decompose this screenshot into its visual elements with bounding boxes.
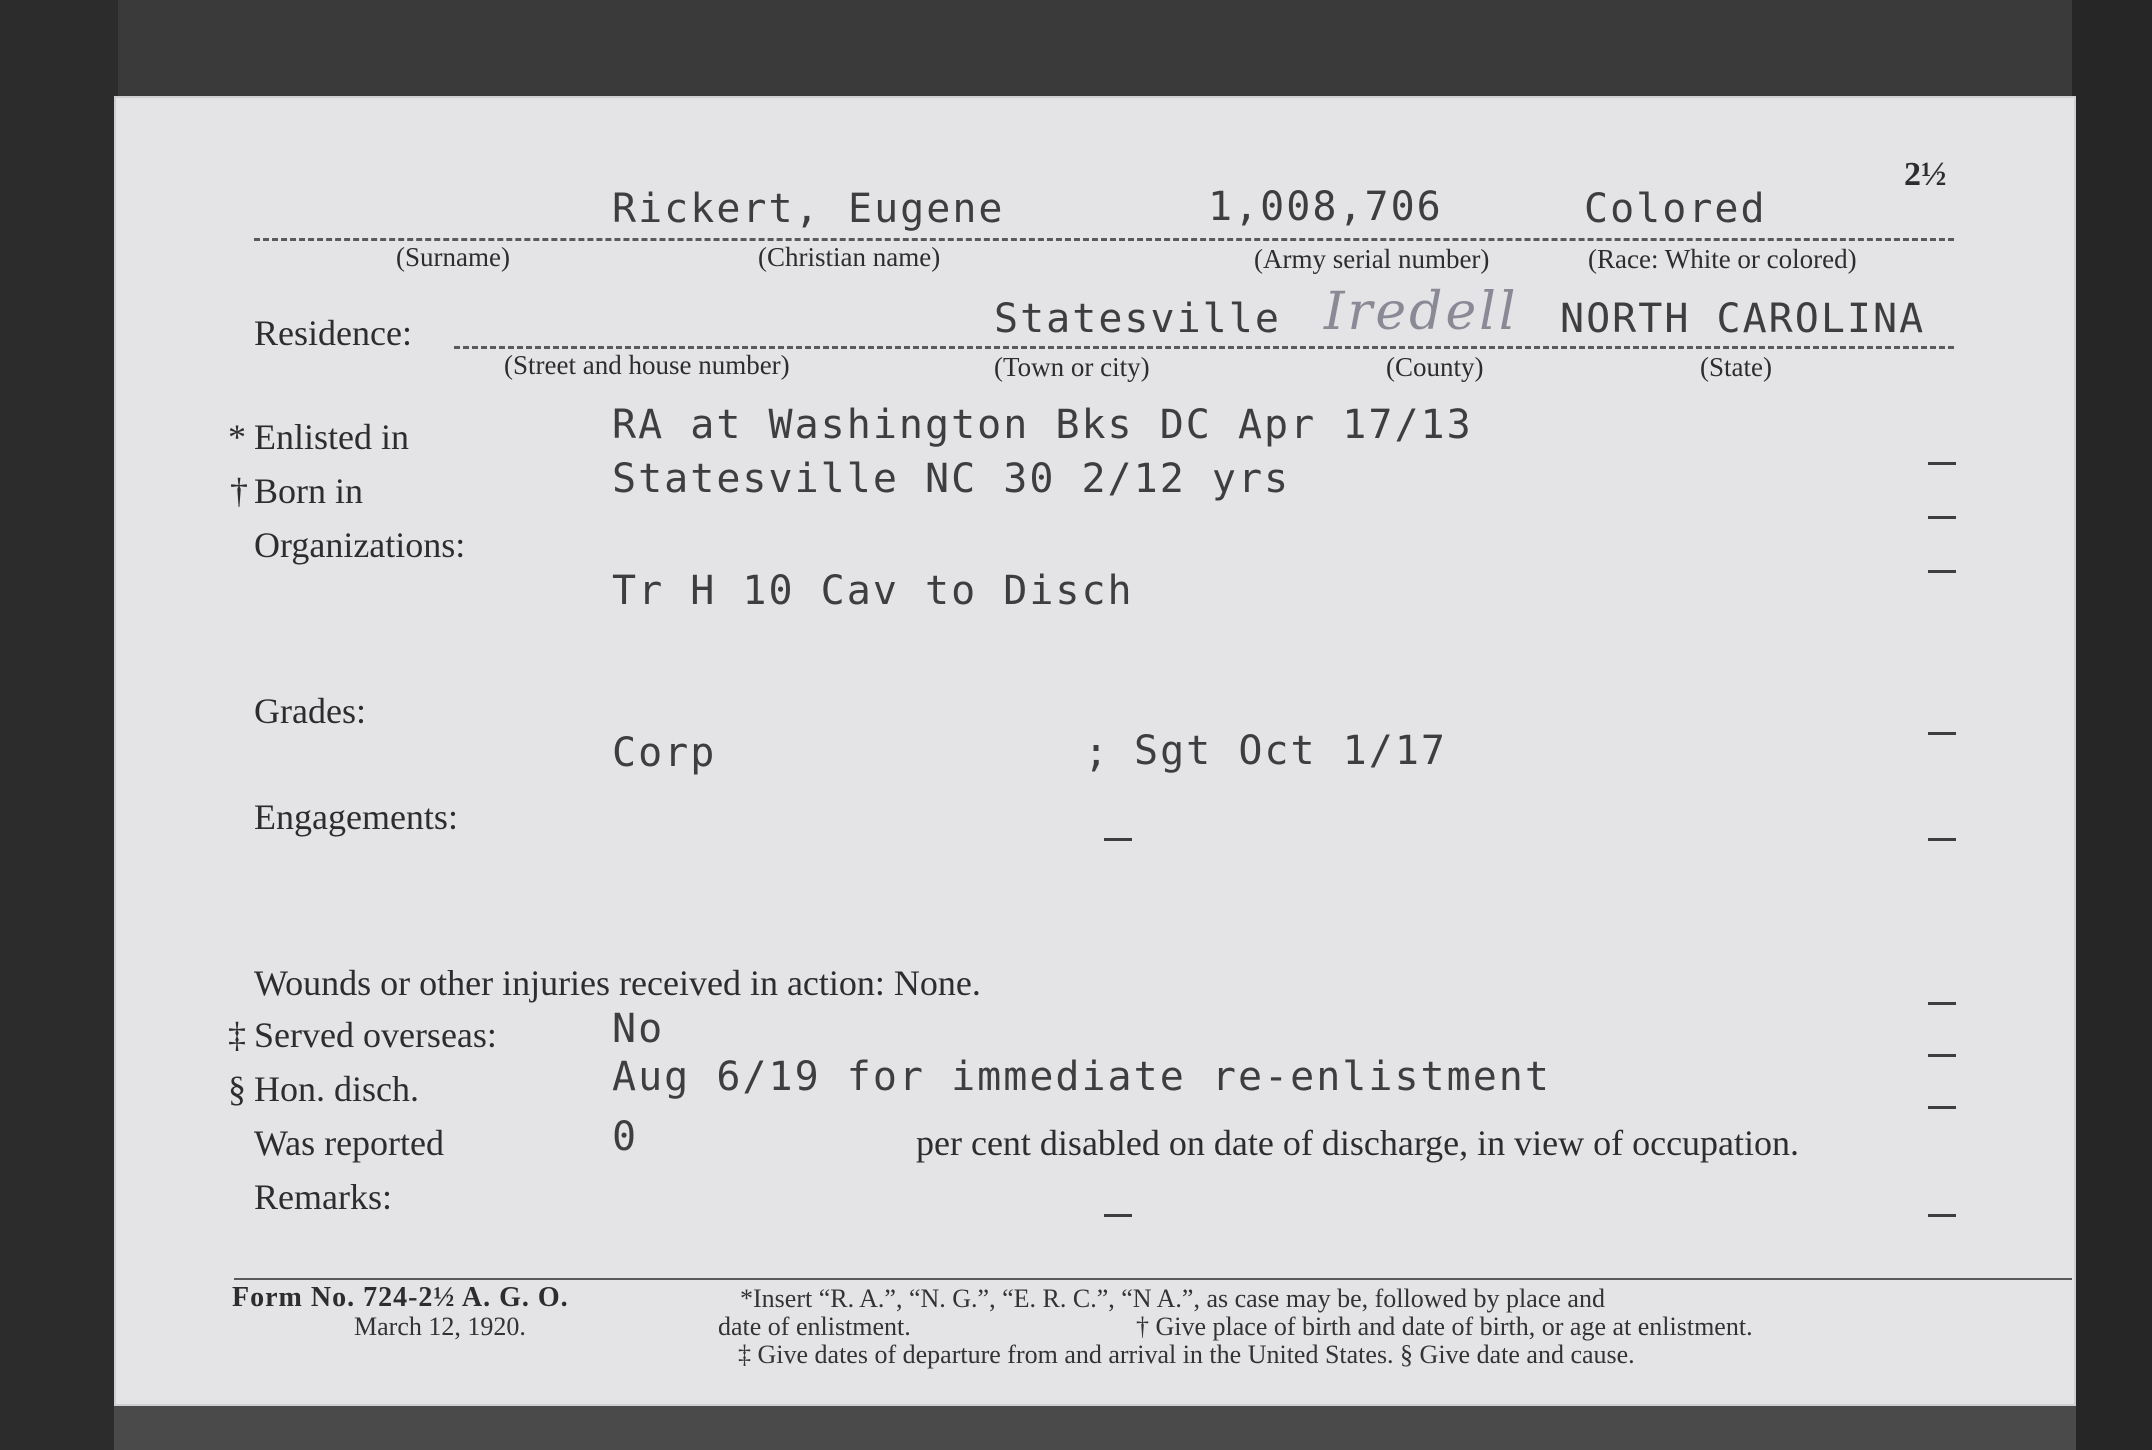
- hon-disch-value: Aug 6/19 for immediate re-enlistment: [612, 1054, 1551, 1100]
- born-label: Born in: [254, 471, 364, 511]
- form-date: March 12, 1920.: [354, 1312, 526, 1341]
- surname-value: Rickert,: [612, 186, 821, 232]
- residence-label: Residence:: [254, 313, 412, 353]
- grades-separator: ;: [1084, 730, 1111, 776]
- tick-mark: [1928, 1054, 1956, 1057]
- tick-mark: [1104, 838, 1132, 841]
- footer-rule: [234, 1278, 2072, 1280]
- tick-mark: [1928, 462, 1956, 465]
- enlisted-label: Enlisted in: [254, 417, 409, 457]
- served-overseas-label: Served overseas:: [254, 1015, 497, 1055]
- serial-number-caption: (Army serial number): [1254, 244, 1490, 274]
- footer-note-line-2-right: † Give place of birth and date of birth, or age at enlistment.: [1136, 1312, 1753, 1341]
- serial-number-value: 1,008,706: [1208, 184, 1443, 230]
- was-reported-label: Was reported: [254, 1123, 445, 1163]
- surname-caption: (Surname): [396, 242, 510, 272]
- tick-mark: [1928, 838, 1956, 841]
- tick-mark: [1104, 1214, 1132, 1217]
- tick-mark: [1928, 1214, 1956, 1217]
- residence-county: Iredell: [1324, 282, 1519, 342]
- residence-rule: [454, 346, 1954, 349]
- town-caption: (Town or city): [994, 352, 1150, 382]
- wounds-text: Wounds or other injuries received in action: None.: [254, 963, 981, 1003]
- grades-value-first: Corp: [612, 730, 717, 776]
- tick-mark: [1928, 516, 1956, 519]
- hon-disch-mark: §: [228, 1069, 246, 1109]
- served-overseas-value: No: [612, 1006, 665, 1052]
- overseas-mark: ‡: [228, 1015, 246, 1055]
- street-caption: (Street and house number): [504, 350, 790, 380]
- christian-name-caption: (Christian name): [758, 242, 941, 272]
- grades-value-second: Sgt Oct 1/17: [1134, 728, 1447, 774]
- born-value: Statesville NC 30 2/12 yrs: [612, 456, 1291, 502]
- race-value: Colored: [1584, 186, 1767, 232]
- was-reported-value: 0: [612, 1114, 639, 1160]
- corner-mark: 2½: [1904, 156, 1947, 193]
- enlisted-mark: *: [228, 417, 246, 457]
- engagements-label: Engagements:: [254, 797, 458, 837]
- race-caption: (Race: White or colored): [1588, 244, 1857, 274]
- organizations-value: Tr H 10 Cav to Disch: [612, 568, 1134, 614]
- service-record-card: [114, 96, 2076, 1406]
- background-right: [2072, 0, 2152, 1450]
- form-number: Form No. 724-2½ A. G. O.: [232, 1282, 569, 1313]
- county-caption: (County): [1386, 352, 1484, 382]
- organizations-label: Organizations:: [254, 525, 466, 565]
- tick-mark: [1928, 1106, 1956, 1109]
- residence-state: NORTH CAROLINA: [1560, 296, 1926, 342]
- background-bottom: [114, 1406, 2076, 1450]
- footer-note-line-1: *Insert “R. A.”, “N. G.”, “E. R. C.”, “N A.”, as case may be, followed by place and: [740, 1284, 1605, 1313]
- grades-label: Grades:: [254, 691, 366, 731]
- state-caption: (State): [1700, 352, 1772, 382]
- footer-note-line-2-left: date of enlistment.: [718, 1312, 911, 1341]
- remarks-label: Remarks:: [254, 1177, 392, 1217]
- tick-mark: [1928, 570, 1956, 573]
- header-rule: [254, 238, 1954, 241]
- residence-town: Statesville: [994, 296, 1281, 342]
- tick-mark: [1928, 732, 1956, 735]
- footer-note-line-3: ‡ Give dates of departure from and arrival in the United States. § Give date and cause.: [738, 1340, 1635, 1369]
- tick-mark: [1928, 1002, 1956, 1005]
- born-mark: †: [230, 471, 248, 511]
- enlisted-value: RA at Washington Bks DC Apr 17/13: [612, 402, 1473, 448]
- background-left: [0, 0, 118, 1450]
- was-reported-suffix: per cent disabled on date of discharge, in view of occupation.: [916, 1123, 1800, 1163]
- hon-disch-label: Hon. disch.: [254, 1069, 419, 1109]
- christian-name-value: Eugene: [848, 186, 1005, 232]
